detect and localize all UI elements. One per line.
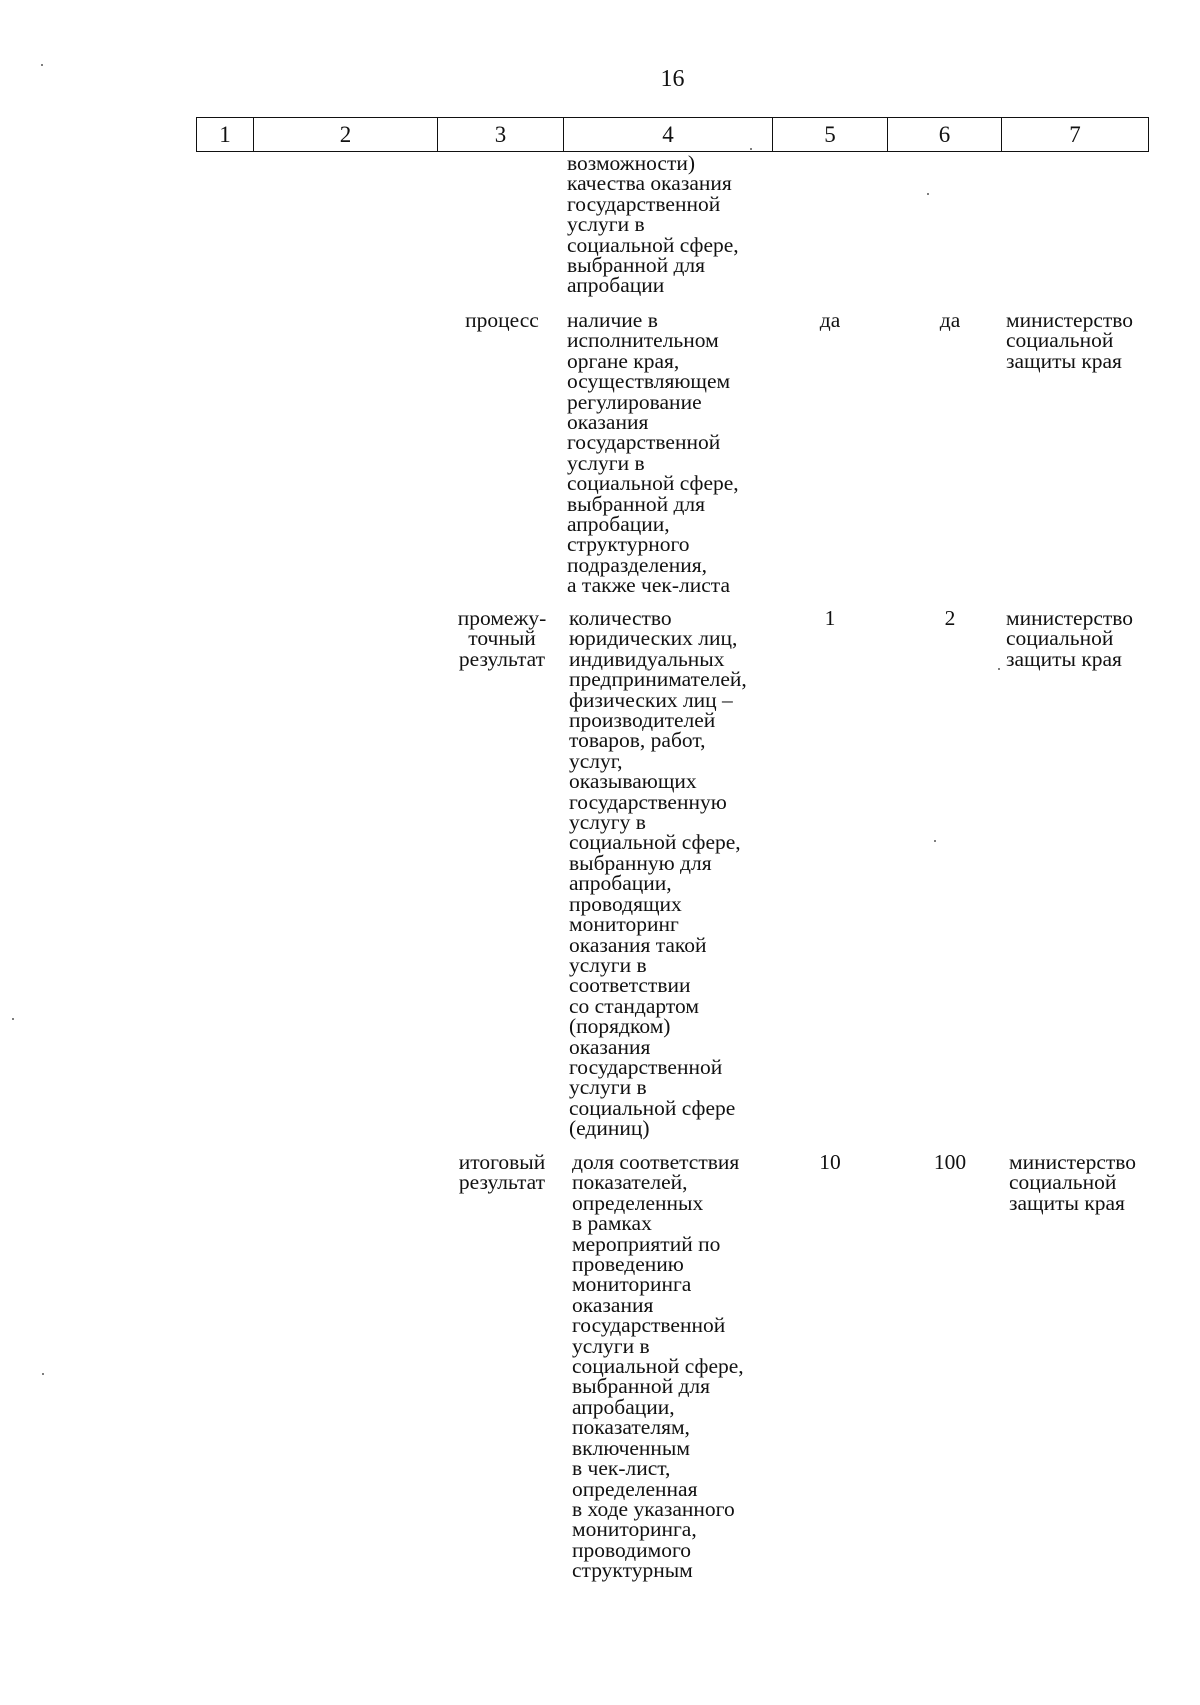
- indicator-cell: наличие в исполнительном органе края, осуществляющем регулирование оказания государственной услуги в социальной сфере, выбранной для апробации, структурного подразделения, а также чек-листа: [567, 308, 739, 598]
- scan-speck: [750, 148, 752, 150]
- responsible-cell: министерство социальной защиты края: [1009, 1150, 1137, 1215]
- value-cell-5: да: [819, 308, 841, 332]
- column-number-5: 5: [773, 118, 888, 152]
- indicator-cell: количество юридических лиц, индивидуальных предпринимателей, физических лиц – производителей товаров, работ, услуг, оказывающих государственную услугу в социальной сфере, выбранную для апробации, проводящих мониторинг оказания такой услуги в соответствии со стандартом (порядком) оказания государственной услуги в социальной сфере (единиц): [569, 606, 747, 1141]
- indicator-cell: возможности) качества оказания государственной услуги в социальной сфере, выбранной для апробации: [567, 151, 739, 298]
- value-cell-5: 1: [824, 606, 836, 630]
- indicator-cell: доля соответствия показателей, определенных в рамках мероприятий по проведению мониторинга оказания государственной услуги в социальной сфере, выбранной для апробации, показателям, включенным в чек-лист, определенная в ходе указанного мониторинга, проводимого структурным: [572, 1150, 744, 1583]
- column-number-6: 6: [888, 118, 1002, 152]
- column-number-3: 3: [438, 118, 564, 152]
- responsible-cell: министерство социальной защиты края: [1006, 606, 1134, 671]
- category-cell: промежу- точный результат: [457, 606, 547, 671]
- value-cell-5: 10: [819, 1150, 841, 1174]
- table-header-row: [196, 117, 1149, 152]
- value-cell-6: 2: [944, 606, 956, 630]
- scan-speck: [927, 193, 929, 195]
- page-number: 16: [660, 66, 685, 92]
- category-cell: итоговый результат: [458, 1150, 546, 1195]
- value-cell-6: да: [939, 308, 961, 332]
- scan-speck: [934, 840, 936, 842]
- column-number-2: 2: [254, 118, 438, 152]
- column-number-4: 4: [564, 118, 773, 152]
- responsible-cell: министерство социальной защиты края: [1006, 308, 1134, 373]
- scan-speck: [42, 1373, 44, 1375]
- scan-speck: [41, 64, 43, 66]
- category-cell: процесс: [465, 308, 539, 332]
- value-cell-6: 100: [933, 1150, 967, 1174]
- scan-speck: [12, 1018, 14, 1020]
- column-number-1: 1: [197, 118, 254, 152]
- column-number-7: 7: [1002, 118, 1149, 152]
- scan-speck: [998, 668, 1000, 670]
